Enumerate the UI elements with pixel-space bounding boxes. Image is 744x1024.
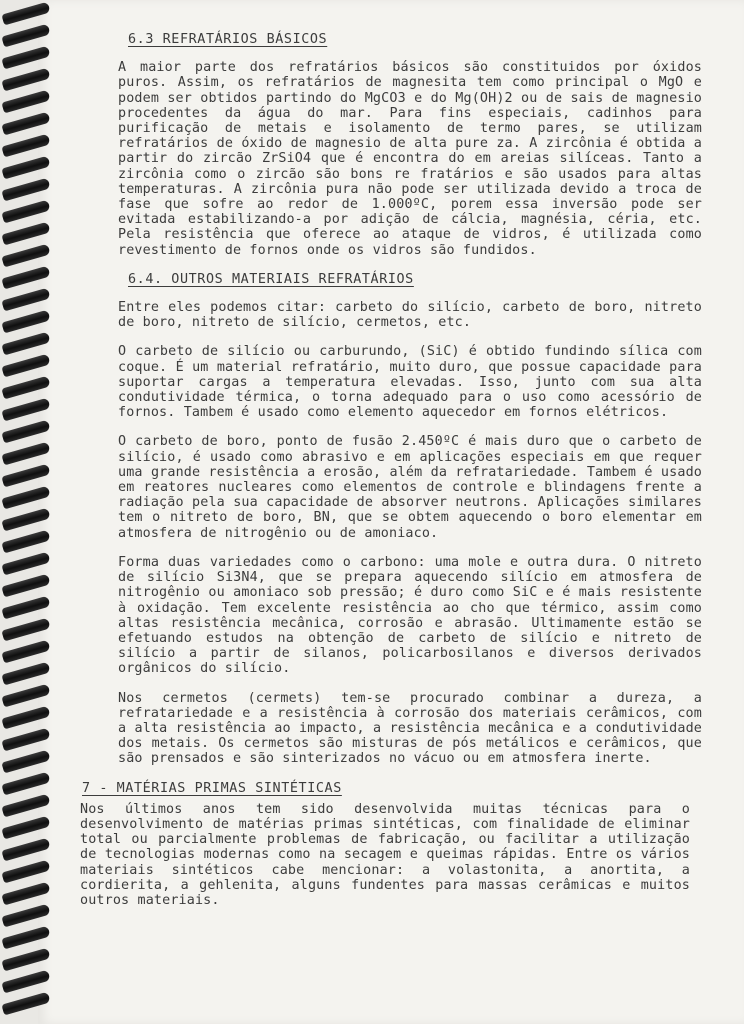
spiral-coil xyxy=(1,464,50,488)
section-6-4-heading: 6.4. OUTROS MATERIAIS REFRATÁRIOS xyxy=(128,271,414,287)
spiral-coil xyxy=(1,244,50,268)
spiral-binding xyxy=(0,0,60,1024)
spiral-coil xyxy=(1,24,50,48)
spiral-coil xyxy=(1,706,50,730)
spiral-coil xyxy=(1,46,50,70)
page-text xyxy=(80,32,702,908)
spiral-coil xyxy=(1,794,50,818)
spiral-coil xyxy=(1,992,50,1016)
spiral-coil xyxy=(1,354,50,378)
spiral-coil xyxy=(1,772,50,796)
spiral-coil xyxy=(1,970,50,994)
spiral-coil xyxy=(1,486,50,510)
spiral-coil xyxy=(1,266,50,290)
spiral-coil xyxy=(1,728,50,752)
spiral-coil xyxy=(1,596,50,620)
spiral-coil xyxy=(1,112,50,136)
spiral-coil xyxy=(1,222,50,246)
spiral-coil xyxy=(1,904,50,928)
spiral-coil xyxy=(1,376,50,400)
spiral-coil xyxy=(1,618,50,642)
spiral-coil xyxy=(1,574,50,598)
spiral-coil xyxy=(1,442,50,466)
spiral-coil xyxy=(1,156,50,180)
spiral-coil xyxy=(1,178,50,202)
section-6-4-paragraph-5: Nos cermetos (cermets) tem-se procurado combinar a dureza, a refratariedade e a resistência à corrosão dos materiais cerâmicos, com a alta resistência ao impacto, a resistência mecânica e a condutividade dos metais. Os cermetos são misturas de pós metálicos e cerâmicos, que são prensados e são sinterizados no vácuo ou em atmosfera inerte. xyxy=(118,690,702,767)
spiral-coil xyxy=(1,684,50,708)
spiral-coil xyxy=(1,332,50,356)
spiral-coil xyxy=(1,310,50,334)
spiral-coil xyxy=(1,288,50,312)
section-7-paragraph: Nos últimos anos tem sido desenvolvida muitas técnicas para o desenvolvimento de matérias primas sintéticas, com finalidade de eliminar total ou parcialmente problemas de fabricação, ou facilitar a utilização de tecnologias modernas como na secagem e queimas rápidas. Entre os vários materiais sintéticos cabe mencionar: a volastonita, a anortita, a cordierita, a gehlenita, alguns fundentes para massas cerâmicas e muitos outros materiais. xyxy=(80,801,690,908)
spiral-coil xyxy=(1,552,50,576)
section-6-3-heading: 6.3 REFRATÁRIOS BÁSICOS xyxy=(128,32,328,47)
spiral-coil xyxy=(1,530,50,554)
section-6-4-paragraph-4: Forma duas variedades como o carbono: uma mole e outra dura. O nitreto de silício Si3N4, que se prepara aquecendo silício em atmosfera de nitrogênio ou amoniaco sob pressão; é duro como SiC e é mais resistente à oxidação. Tem excelente resistência ao cho que térmico, assim como altas resistência mecânica, corrosão e abrasão. Ultimamente estão se efetuando estudos na obtenção de carbeto de silício e nitreto de silício a partir de silanos, policarbosilanos e diversos derivados orgânicos do silício. xyxy=(118,554,702,677)
spiral-coil xyxy=(1,420,50,444)
section-6-4-paragraph-1: Entre eles podemos citar: carbeto do silício, carbeto de boro, nitreto de boro, nitreto de silício, cermetos, etc. xyxy=(118,300,702,331)
spiral-coil xyxy=(1,90,50,114)
spiral-coil xyxy=(1,662,50,686)
spiral-coil xyxy=(1,838,50,862)
spiral-coil xyxy=(1,640,50,664)
spiral-coil xyxy=(1,948,50,972)
spiral-coil xyxy=(1,398,50,422)
spiral-coil xyxy=(1,134,50,158)
spiral-coil xyxy=(1,68,50,92)
section-7-heading: 7 - MATÉRIAS PRIMAS SINTÉTICAS xyxy=(82,780,342,796)
spiral-coil xyxy=(1,2,50,26)
spiral-coil xyxy=(1,508,50,532)
section-6-4-paragraph-2: O carbeto de silício ou carburundo, (SiC) é obtido fundindo sílica com coque. É um material refratário, muito duro, que possue capacidade para suportar cargas a temperatura elevadas. Isso, junto com sua alta condutividade térmica, o torna adequado para o uso como acessório de fornos. Tambem é usado como elemento aquecedor em fornos elétricos. xyxy=(118,344,702,421)
spiral-coil xyxy=(1,750,50,774)
spiral-coil xyxy=(1,926,50,950)
spiral-coil xyxy=(1,200,50,224)
section-6-4-paragraph-3: O carbeto de boro, ponto de fusão 2.450ºC é mais duro que o carbeto de silício, é usado como abrasivo e em aplicações especiais em que requer uma grande resistência a erosão, além da refratariedade. Tambem é usado em reatores nucleares como elementos de controle e blindagens frente a radiação pela sua capacidade de absorver neutrons. Aplicações similares tem o nitreto de boro, BN, que se obtem aquecendo o boro elementar em atmosfera de nitrogênio ou de amoniaco. xyxy=(118,434,702,541)
spiral-coil xyxy=(1,860,50,884)
section-6-3-paragraph: A maior parte dos refratários básicos são constituidos por óxidos puros. Assim, os refratários de magnesita tem como principal o MgO e podem ser obtidos partindo do MgCO3 e do Mg(OH)2 ou de sais de magnesio procedentes da água do mar. Para fins especiais, cadinhos para purificação de metais e isolamento de termo pares, se utilizam refratários de óxido de magnesio de alta pure za. A zircônia é obtida a partir do zircão ZrSiO4 que é encontra do em areias silíceas. Tanto a zircônia como o zircão são bons re fratários e são usados para altas temperaturas. A zircônia pura não pode ser utilizada devido a troca de fase que sofre ao redor de 1.000ºC, porem essa inversão pode ser evitada estabilizando-a por adição de cálcia, magnésia, céria, etc. Pela resistência que oferece ao ataque de vidros, é utilizada como revestimento de fornos onde os vidros são fundidos. xyxy=(118,60,702,258)
spiral-coil xyxy=(1,882,50,906)
spiral-coil xyxy=(1,816,50,840)
